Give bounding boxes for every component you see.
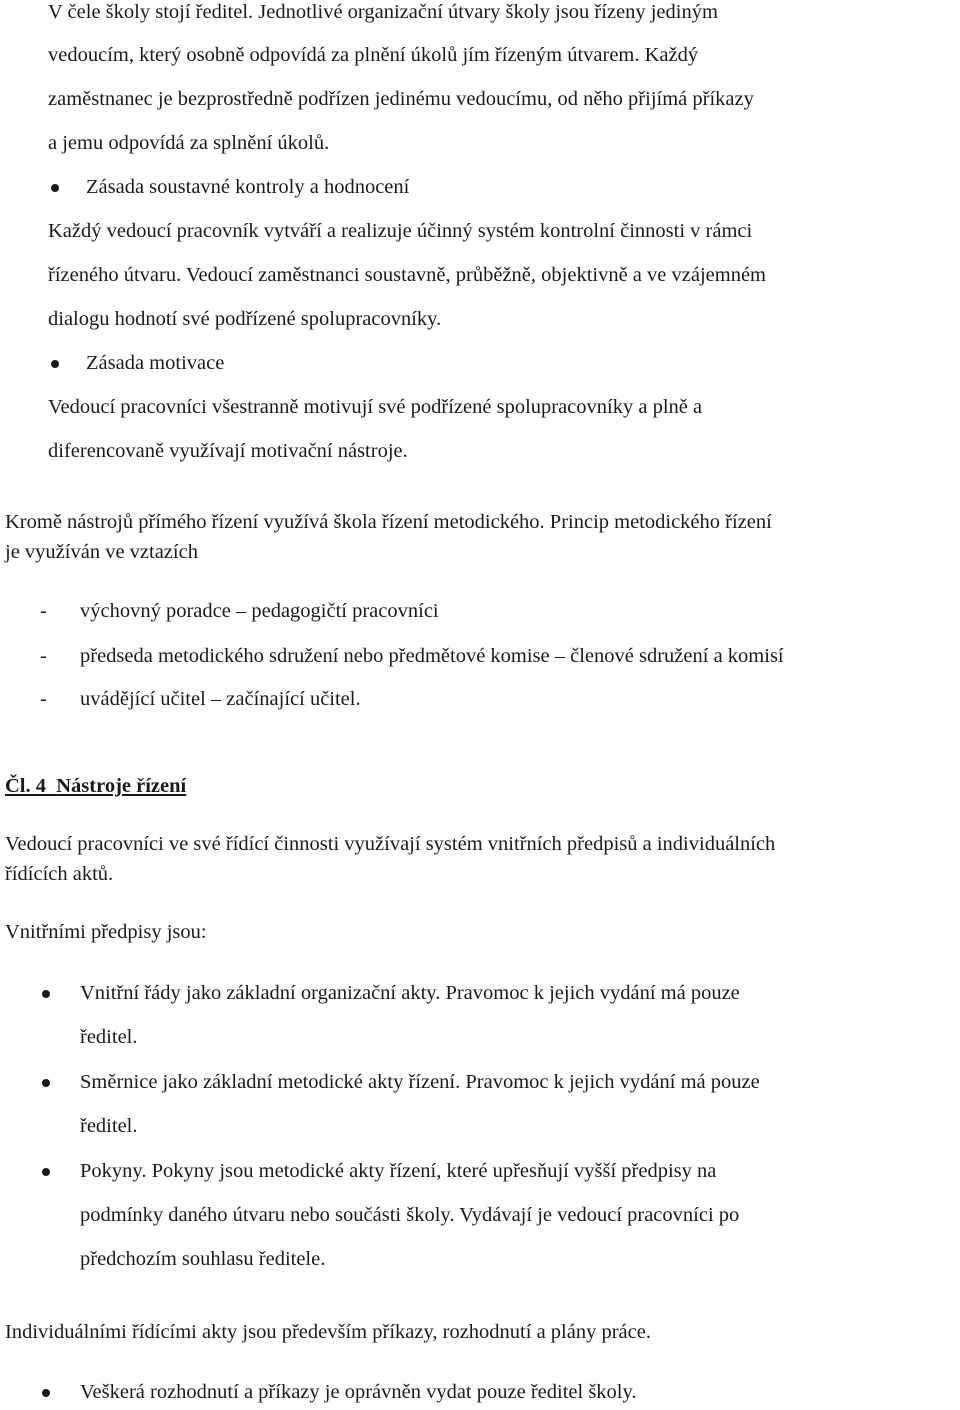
paragraph-line: Individuálními řídícími akty jsou především příkazy, rozhodnutí a plány práce. bbox=[5, 1321, 651, 1343]
list-item: předchozím souhlasu ředitele. bbox=[80, 1248, 326, 1270]
bullet-icon bbox=[51, 360, 59, 368]
list-item: podmínky daného útvaru nebo součásti školy. Vydávají je vedoucí pracovníci po bbox=[80, 1204, 740, 1226]
bullet-icon bbox=[51, 184, 59, 192]
paragraph-line: Vedoucí pracovníci všestranně motivují své podřízené spolupracovníky a plně a bbox=[48, 396, 703, 418]
dash-marker: - bbox=[40, 688, 47, 710]
list-item: Směrnice jako základní metodické akty řízení. Pravomoc k jejich vydání má pouze bbox=[80, 1071, 760, 1093]
list-item: ředitel. bbox=[80, 1115, 138, 1137]
paragraph-line: dialogu hodnotí své podřízené spolupracovníky. bbox=[48, 308, 442, 330]
paragraph-line: Vedoucí pracovníci ve své řídící činnosti využívají systém vnitřních předpisů a individuálních bbox=[5, 833, 776, 855]
list-item: výchovný poradce – pedagogičtí pracovníci bbox=[80, 600, 439, 622]
internal-regulations-label: Vnitřními předpisy jsou: bbox=[5, 921, 207, 943]
paragraph-line: je využíván ve vztazích bbox=[5, 541, 198, 563]
bullet-icon bbox=[42, 1079, 50, 1087]
paragraph-line: Kromě nástrojů přímého řízení využívá škola řízení metodického. Princip metodického řízení bbox=[5, 511, 772, 533]
paragraph-line: vedoucím, který osobně odpovídá za plnění úkolů jím řízeným útvarem. Každý bbox=[48, 44, 699, 66]
paragraph-line: a jemu odpovídá za splnění úkolů. bbox=[48, 132, 330, 154]
article-heading bbox=[5, 776, 186, 797]
bullet-icon bbox=[42, 1168, 50, 1176]
bullet-icon bbox=[42, 990, 50, 998]
paragraph-line: Každý vedoucí pracovník vytváří a realizuje účinný systém kontrolní činnosti v rámci bbox=[48, 220, 753, 242]
bullet-icon bbox=[42, 1389, 50, 1397]
article-number: Čl. 4 bbox=[5, 775, 46, 797]
paragraph-line: řízeného útvaru. Vedoucí zaměstnanci soustavně, průběžně, objektivně a ve vzájemném bbox=[48, 264, 766, 286]
list-item: Pokyny. Pokyny jsou metodické akty řízení, které upřesňují vyšší předpisy na bbox=[80, 1160, 717, 1182]
paragraph-line: řídících aktů. bbox=[5, 863, 114, 885]
dash-marker: - bbox=[40, 600, 47, 622]
paragraph-line: diferencovaně využívají motivační nástroje. bbox=[48, 440, 408, 462]
principle-title: Zásada soustavné kontroly a hodnocení bbox=[86, 176, 410, 198]
list-item: předseda metodického sdružení nebo předmětové komise – členové sdružení a komisí bbox=[80, 645, 784, 667]
paragraph-line: zaměstnanec je bezprostředně podřízen jedinému vedoucímu, od něho přijímá příkazy bbox=[48, 88, 754, 110]
paragraph-line: V čele školy stojí ředitel. Jednotlivé organizační útvary školy jsou řízeny jediným bbox=[48, 1, 718, 23]
list-item: Vnitřní řády jako základní organizační akty. Pravomoc k jejich vydání má pouze bbox=[80, 982, 740, 1004]
list-item: ředitel. bbox=[80, 1026, 138, 1048]
article-title: Nástroje řízení bbox=[56, 775, 187, 797]
principle-title: Zásada motivace bbox=[86, 352, 225, 374]
dash-marker: - bbox=[40, 645, 47, 667]
list-item: Veškerá rozhodnutí a příkazy je oprávněn vydat pouze ředitel školy. bbox=[80, 1381, 637, 1403]
list-item: uvádějící učitel – začínající učitel. bbox=[80, 688, 361, 710]
